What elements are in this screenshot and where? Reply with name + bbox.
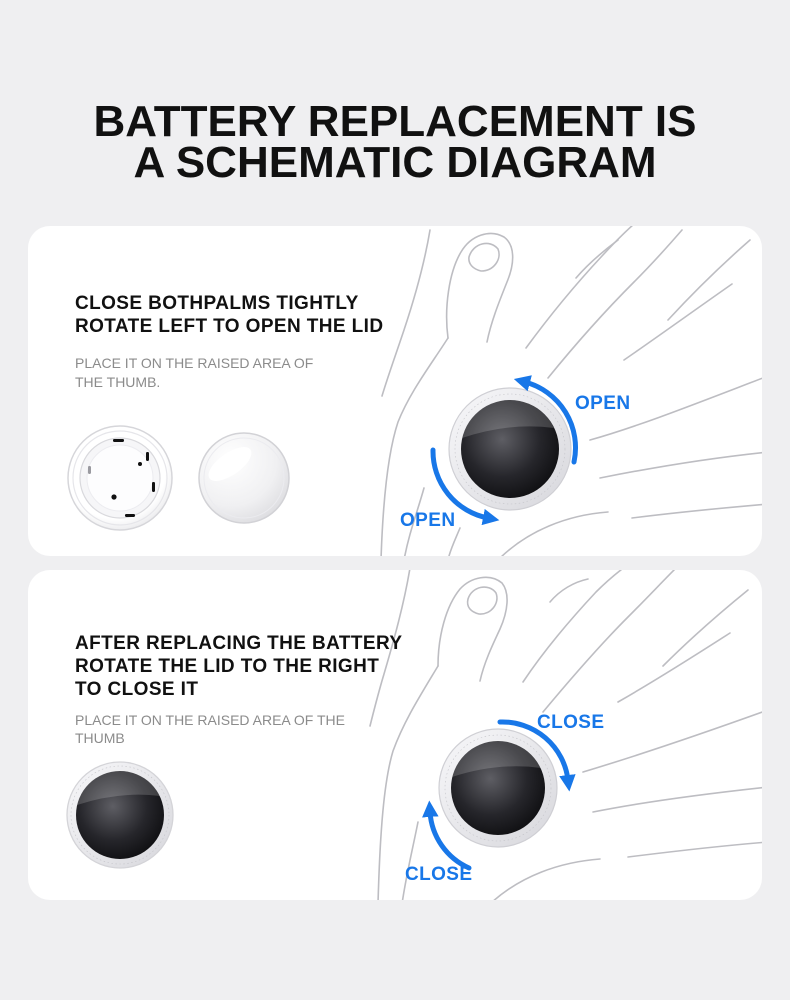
hand-sketch-stroke [618,633,730,702]
hand-sketch-stroke [447,233,513,342]
hand-sketch-stroke [583,710,762,772]
page-title-line-1: BATTERY REPLACEMENT IS [93,97,697,146]
thumbnail-stroke [469,243,499,271]
close-label-bottom: CLOSE [405,864,473,885]
hand-sketch-stroke [448,528,460,556]
hand-sketch-stroke [548,230,682,378]
step-2-heading-line: AFTER REPLACING THE BATTERY [75,633,403,654]
step-2-heading-line: ROTATE THE LID TO THE RIGHT [75,656,380,677]
open-label-top: OPEN [575,393,631,414]
base-tab [146,452,149,461]
hand-sketch-stroke [668,240,750,320]
thumbnail-stroke [468,587,497,614]
step-2-note-line: THUMB [75,730,125,746]
base-contact [111,494,116,499]
step-1-note-line: PLACE IT ON THE RAISED AREA OF [75,355,314,371]
airtag-lid-icon [199,433,289,523]
step-card-open-lid [28,226,762,556]
hand-sketch-stroke [526,226,634,348]
hand-sketch-stroke [628,842,762,857]
hand-sketch-stroke [593,787,762,812]
hand-sketch-stroke [523,570,626,682]
base-tab [152,482,155,492]
base-tab [113,439,124,442]
step-1-note [75,354,313,392]
step-2-heading-line: TO CLOSE IT [75,679,199,700]
step-2-heading [75,632,402,701]
hand-sketch-stroke [498,512,608,556]
base-tab [125,514,135,517]
hand-sketch-stroke [600,452,762,478]
step-1-heading-line: CLOSE BOTHPALMS TIGHTLY [75,293,359,314]
step-1-heading-line: ROTATE LEFT TO OPEN THE LID [75,316,384,337]
base-tab [88,466,91,474]
hand-sketch-stroke [550,579,588,602]
close-label-top: CLOSE [537,712,605,733]
open-label-bottom: OPEN [400,510,456,531]
step-2-note-line: PLACE IT ON THE RAISED AREA OF THE [75,712,345,728]
page-title [0,97,790,187]
page-title-line-2: A SCHEMATIC DIAGRAM [133,138,657,187]
airtag-open-base-icon [68,426,172,530]
hand-sketch-stroke [382,230,430,396]
airtag-on-hand [449,388,571,510]
hand-sketch-stroke [543,570,676,712]
hand-sketch [381,226,762,556]
base-contact [138,462,142,466]
step-1-heading [75,292,383,338]
step-2-note [75,711,345,747]
hand-sketch-stroke [624,284,732,360]
hand-sketch [370,570,762,900]
hand-sketch-stroke [663,590,748,666]
airtag-on-hand [439,729,557,847]
hand-sketch-stroke [576,240,618,278]
hand-sketch-stroke [632,504,762,518]
hand-sketch-stroke [402,822,418,900]
hand-sketch-stroke [490,859,600,900]
battery-seat [87,445,153,511]
step-1-note-line: THE THUMB. [75,374,161,390]
step-card-close-lid [28,570,762,900]
airtag-closed-icon [67,762,173,868]
